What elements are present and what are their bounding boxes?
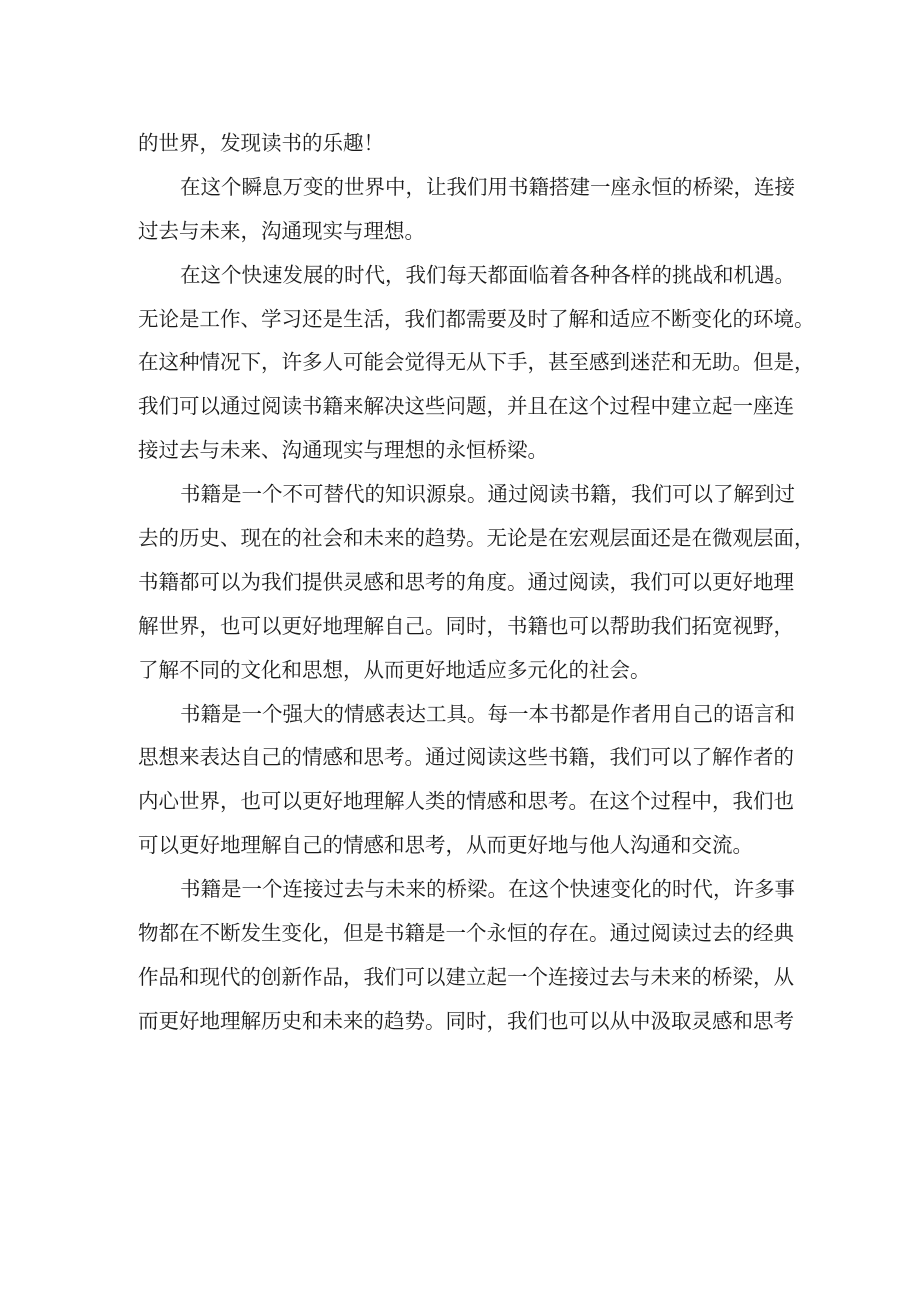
text-line: 无论是工作、学习还是生活，我们都需要及时了解和适应不断变化的环境。 [138,306,815,331]
text-line: 解世界，也可以更好地理解自己。同时，书籍也可以帮助我们拓宽视野， [138,613,794,638]
text-line: 内心世界，也可以更好地理解人类的情感和思考。在这个过程中，我们也 [138,789,794,814]
text-line: 过去与未来，沟通现实与理想。 [138,218,425,243]
text-line: 的世界，发现读书的乐趣！ [138,131,384,155]
paragraph [138,254,815,473]
text-line: 物都在不断发生变化，但是书籍是一个永恒的存在。通过阅读过去的经典 [138,921,794,946]
paragraph [138,868,795,1044]
paragraph [138,473,815,692]
text-line: 思想来表达自己的情感和思考。通过阅读这些书籍，我们可以了解作者的 [138,745,794,770]
text-line: 去的历史、现在的社会和未来的趋势。无论是在宏观层面还是在微观层面， [138,526,815,551]
text-line: 在这个快速发展的时代，我们每天都面临着各种各样的挑战和机遇。 [180,262,795,287]
text-line: 了解不同的文化和思想，从而更好地适应多元化的社会。 [138,657,651,682]
paragraph [138,122,788,166]
text-line: 而更好地理解历史和未来的趋势。同时，我们也可以从中汲取灵感和思考 [138,1008,794,1033]
text-line: 作品和现代的创新作品，我们可以建立起一个连接过去与未来的桥梁，从 [138,964,794,989]
text-line: 在这个瞬息万变的世界中，让我们用书籍搭建一座永恒的桥梁，连接 [180,174,795,199]
paragraph [138,693,795,869]
text-line: 我们可以通过阅读书籍来解决这些问题，并且在这个过程中建立起一座连 [138,394,794,419]
text-line: 在这种情况下，许多人可能会觉得无从下手，甚至感到迷茫和无助。但是， [138,350,815,375]
text-line: 书籍是一个强大的情感表达工具。每一本书都是作者用自己的语言和 [180,701,795,726]
paragraph [138,166,795,254]
text-line: 可以更好地理解自己的情感和思考，从而更好地与他人沟通和交流。 [138,833,753,858]
text-line: 接过去与未来、沟通现实与理想的永恒桥梁。 [138,438,548,463]
document-body [138,122,815,1044]
text-line: 书籍都可以为我们提供灵感和思考的角度。通过阅读，我们可以更好地理 [138,569,794,594]
text-line: 书籍是一个连接过去与未来的桥梁。在这个快速变化的时代，许多事 [180,877,795,902]
text-line: 书籍是一个不可替代的知识源泉。通过阅读书籍，我们可以了解到过 [180,482,795,507]
